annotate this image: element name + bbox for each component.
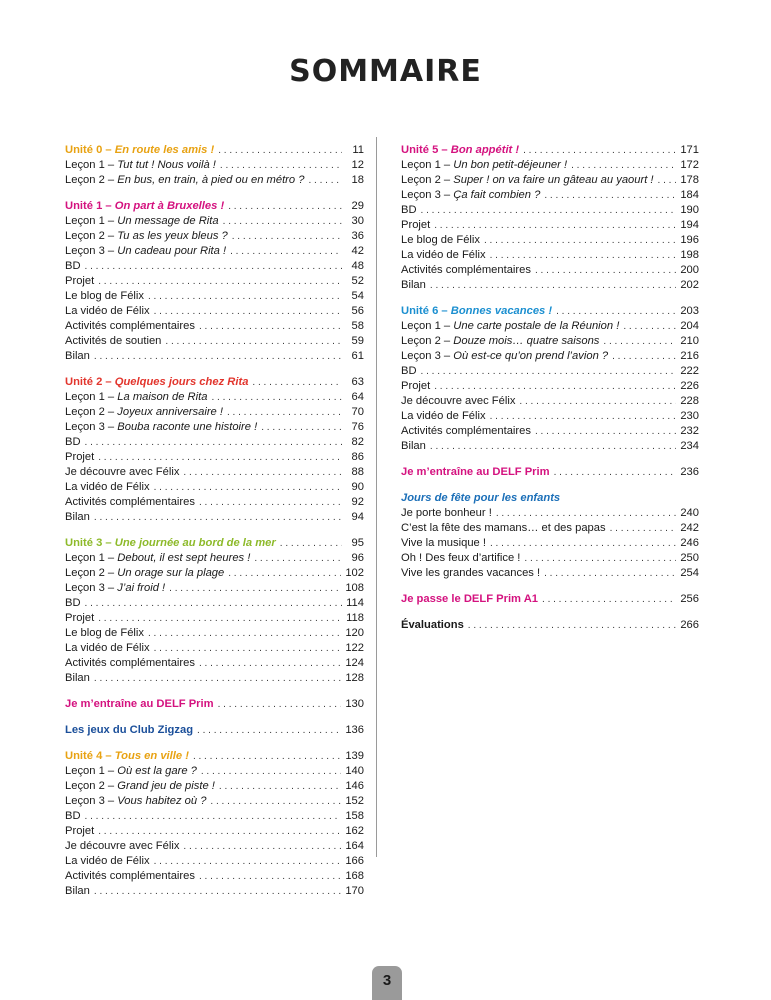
toc-entry[interactable]: Projet . . . 162 xyxy=(65,824,364,839)
toc-entry[interactable]: Bilan . . . 234 xyxy=(401,439,699,454)
toc-entry[interactable]: Leçon 1 – Un bon petit-déjeuner ! . . . 172 xyxy=(401,158,699,173)
toc-entry[interactable]: Le blog de Félix . . . 196 xyxy=(401,233,699,248)
toc-entry[interactable]: Leçon 1 – La maison de Rita . . . 64 xyxy=(65,390,364,405)
toc-entry[interactable]: Oh ! Des feux d’artifice ! . . . 250 xyxy=(401,551,699,566)
toc-entry[interactable]: Leçon 3 – Vous habitez où ? . . . 152 xyxy=(65,794,364,809)
toc-entry[interactable]: Projet . . . 52 xyxy=(65,274,364,289)
unit-4-section xyxy=(65,749,364,899)
unit-0-section xyxy=(65,143,364,188)
toc-entry[interactable]: La vidéo de Félix . . . 90 xyxy=(65,480,364,495)
page-title: SOMMAIRE xyxy=(289,54,482,89)
toc-entry[interactable]: La vidéo de Félix . . . 56 xyxy=(65,304,364,319)
toc-entry[interactable]: BD . . . 48 xyxy=(65,259,364,274)
toc-entry[interactable]: Leçon 2 – Super ! on va faire un gâteau au yaourt ! . . . 178 xyxy=(401,173,699,188)
toc-entry[interactable]: Activités complémentaires . . . 124 xyxy=(65,656,364,671)
toc-unit-heading[interactable]: Unité 4 – Tous en ville ! . . . 139 xyxy=(65,749,364,764)
toc-entry[interactable]: BD . . . 190 xyxy=(401,203,699,218)
toc-entry[interactable]: Vive la musique ! . . . 246 xyxy=(401,536,699,551)
delf-practice-section xyxy=(65,697,364,712)
toc-entry-evaluations[interactable]: Évaluations . . . 266 xyxy=(401,618,699,633)
toc-entry[interactable]: BD . . . 114 xyxy=(65,596,364,611)
toc-entry[interactable]: Leçon 1 – Debout, il est sept heures ! . . . 96 xyxy=(65,551,364,566)
toc-entry[interactable]: BD . . . 158 xyxy=(65,809,364,824)
toc-entry[interactable]: Bilan . . . 61 xyxy=(65,349,364,364)
toc-entry[interactable]: Projet . . . 194 xyxy=(401,218,699,233)
toc-entry[interactable]: La vidéo de Félix . . . 230 xyxy=(401,409,699,424)
toc-entry-delf-practice[interactable]: Je m’entraîne au DELF Prim . . . 130 xyxy=(65,697,364,712)
toc-left-column xyxy=(65,143,364,910)
toc-entry[interactable]: Vive les grandes vacances ! . . . 254 xyxy=(401,566,699,581)
toc-unit-heading[interactable]: Unité 0 – En route les amis ! . . . 11 xyxy=(65,143,364,158)
unit-2-section xyxy=(65,375,364,525)
toc-entry[interactable]: Le blog de Félix . . . 120 xyxy=(65,626,364,641)
toc-entry[interactable]: Leçon 3 – Ça fait combien ? . . . 184 xyxy=(401,188,699,203)
toc-entry-delf-a1[interactable]: Je passe le DELF Prim A1 . . . 256 xyxy=(401,592,699,607)
toc-unit-heading[interactable]: Unité 2 – Quelques jours chez Rita . . . 63 xyxy=(65,375,364,390)
toc-entry[interactable]: Bilan . . . 202 xyxy=(401,278,699,293)
toc-entry[interactable]: Leçon 2 – Joyeux anniversaire ! . . . 70 xyxy=(65,405,364,420)
toc-entry[interactable]: Activités de soutien . . . 59 xyxy=(65,334,364,349)
toc-entry[interactable]: Activités complémentaires . . . 92 xyxy=(65,495,364,510)
toc-unit-heading[interactable]: Unité 3 – Une journée au bord de la mer . . . 95 xyxy=(65,536,364,551)
fete-items xyxy=(401,506,699,581)
toc-entry[interactable]: La vidéo de Félix . . . 122 xyxy=(65,641,364,656)
toc-entry[interactable]: Activités complémentaires . . . 200 xyxy=(401,263,699,278)
toc-entry-delf-practice-2[interactable]: Je m’entraîne au DELF Prim . . . 236 xyxy=(401,465,699,480)
toc-entry[interactable]: La vidéo de Félix . . . 198 xyxy=(401,248,699,263)
toc-entry[interactable]: Leçon 2 – Douze mois… quatre saisons . . . 210 xyxy=(401,334,699,349)
toc-entry[interactable]: Leçon 1 – Tut tut ! Nous voilà ! . . . 12 xyxy=(65,158,364,173)
toc-entry[interactable]: BD . . . 222 xyxy=(401,364,699,379)
toc-entry[interactable]: Projet . . . 226 xyxy=(401,379,699,394)
unit-1-section xyxy=(65,199,364,364)
toc-entry[interactable]: Bilan . . . 94 xyxy=(65,510,364,525)
toc-entry[interactable]: Leçon 2 – Tu as les yeux bleus ? . . . 36 xyxy=(65,229,364,244)
toc-entry[interactable]: Je découvre avec Félix . . . 88 xyxy=(65,465,364,480)
toc-unit-heading[interactable]: Unité 1 – On part à Bruxelles ! . . . 29 xyxy=(65,199,364,214)
toc-entry[interactable]: Activités complémentaires . . . 58 xyxy=(65,319,364,334)
toc-entry[interactable]: Projet . . . 86 xyxy=(65,450,364,465)
toc-entry[interactable]: Leçon 3 – Bouba raconte une histoire ! . . . 76 xyxy=(65,420,364,435)
toc-entry[interactable]: Leçon 3 – J’ai froid ! . . . 108 xyxy=(65,581,364,596)
toc-entry[interactable]: Leçon 1 – Une carte postale de la Réunion ! . . . 204 xyxy=(401,319,699,334)
evaluations-section xyxy=(401,618,699,633)
toc-entry[interactable]: Je porte bonheur ! . . . 240 xyxy=(401,506,699,521)
page-number-badge: 3 xyxy=(372,966,402,1000)
toc-entry[interactable]: Bilan . . . 128 xyxy=(65,671,364,686)
fete-section xyxy=(401,491,699,581)
toc-entry[interactable]: Je découvre avec Félix . . . 228 xyxy=(401,394,699,409)
toc-entry[interactable]: Leçon 2 – Un orage sur la plage . . . 102 xyxy=(65,566,364,581)
toc-entry[interactable]: BD . . . 82 xyxy=(65,435,364,450)
toc-entry[interactable]: Leçon 3 – Un cadeau pour Rita ! . . . 42 xyxy=(65,244,364,259)
toc-entry[interactable]: Le blog de Félix . . . 54 xyxy=(65,289,364,304)
unit-3-section xyxy=(65,536,364,686)
unit-5-section xyxy=(401,143,699,293)
toc-entry[interactable]: Activités complémentaires . . . 168 xyxy=(65,869,364,884)
toc-entry[interactable]: C’est la fête des mamans… et des papas . . . 242 xyxy=(401,521,699,536)
toc-unit-heading[interactable]: Unité 5 – Bon appétit ! . . . 171 xyxy=(401,143,699,158)
toc-entry[interactable]: Bilan . . . 170 xyxy=(65,884,364,899)
toc-entry[interactable]: Projet . . . 118 xyxy=(65,611,364,626)
toc-entry[interactable]: Leçon 2 – En bus, en train, à pied ou en métro ? . . . 18 xyxy=(65,173,364,188)
toc-entry[interactable]: Leçon 2 – Grand jeu de piste ! . . . 146 xyxy=(65,779,364,794)
toc-entry[interactable]: Leçon 1 – Où est la gare ? . . . 140 xyxy=(65,764,364,779)
unit-6-section xyxy=(401,304,699,454)
fete-heading: Jours de fête pour les enfants xyxy=(401,492,561,504)
toc-entry[interactable]: Activités complémentaires . . . 232 xyxy=(401,424,699,439)
toc-entry[interactable]: Je découvre avec Félix . . . 164 xyxy=(65,839,364,854)
toc-entry[interactable]: La vidéo de Félix . . . 166 xyxy=(65,854,364,869)
toc-right-column xyxy=(401,143,699,644)
delf-practice-section-2 xyxy=(401,465,699,480)
column-divider xyxy=(376,137,377,857)
toc-entry[interactable]: Leçon 3 – Où est-ce qu’on prend l’avion ? . . . 216 xyxy=(401,349,699,364)
delf-a1-section xyxy=(401,592,699,607)
toc-entry-jeux[interactable]: Les jeux du Club Zigzag . . . 136 xyxy=(65,723,364,738)
jeux-section xyxy=(65,723,364,738)
toc-entry[interactable]: Leçon 1 – Un message de Rita . . . 30 xyxy=(65,214,364,229)
toc-unit-heading[interactable]: Unité 6 – Bonnes vacances ! . . . 203 xyxy=(401,304,699,319)
